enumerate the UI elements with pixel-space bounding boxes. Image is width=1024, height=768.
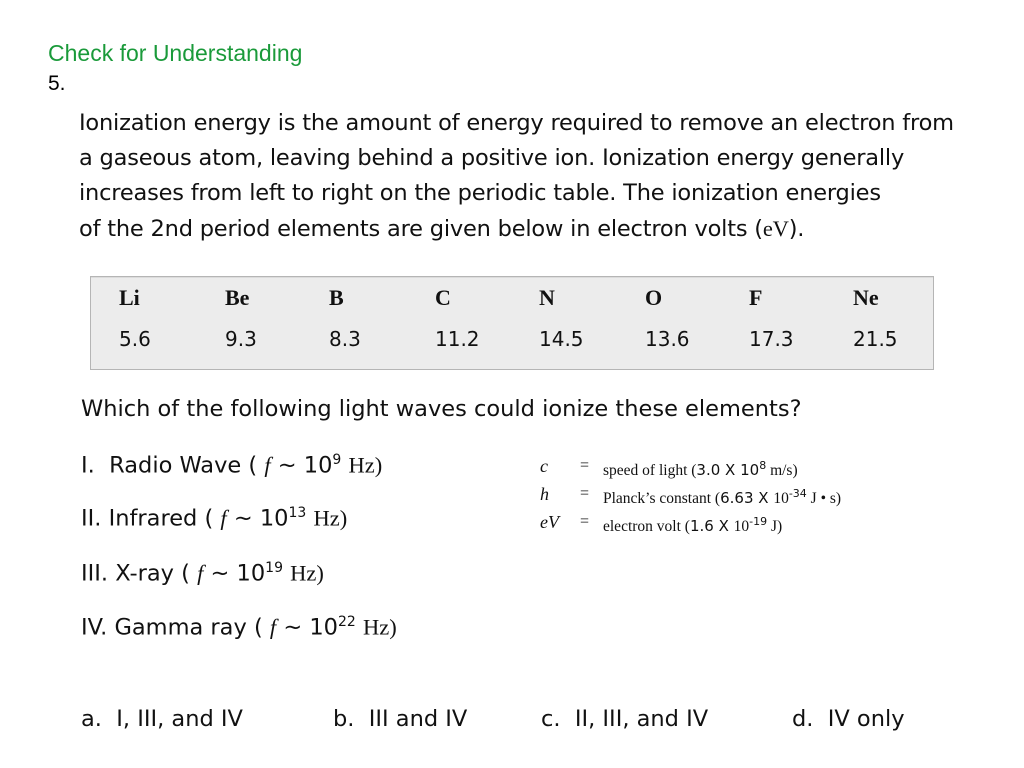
tilde: ~ [283,614,303,641]
answer-text: III and IV [368,706,468,732]
answer-text: IV only [827,706,905,732]
tilde: ~ [233,505,253,532]
equals-sign: = [580,457,590,474]
power-exponent: 19 [265,560,283,576]
option-row [81,505,347,532]
tilde: ~ [210,560,230,587]
unit-hz: Hz) [313,505,348,531]
frequency-symbol: f [264,452,271,478]
constant-base: 10 [773,490,789,508]
unit-hz: Hz) [348,452,383,478]
question-number: 5. [48,72,66,95]
intro-line-end: ). [788,216,805,242]
question-prompt: Which of the following light waves could ionize these elements? [81,396,802,422]
unit-ev: eV [762,216,789,241]
answer-choice-c[interactable] [541,706,708,732]
energy-cell: 8.3 [329,327,361,351]
equals-sign: = [580,513,590,530]
power-exponent: 13 [288,505,307,521]
constant-label: speed of light ( [603,462,697,480]
constant-unit: J • s) [806,490,842,508]
answer-text: II, III, and IV [574,706,709,732]
intro-line-text: of the 2nd period elements are given below in electron volts ( [79,216,763,242]
option-name: Gamma ray ( [114,614,263,641]
power-base: 10 [259,505,289,532]
energy-cell: 9.3 [225,327,257,351]
power-base: 10 [303,452,333,479]
intro-line: increases from left to right on the periodic table. The ionization energies [79,180,881,206]
option-row [81,614,397,641]
constant-value: 3.0 X 10 [696,461,760,480]
intro-line: a gaseous atom, leaving behind a positive ion. Ionization energy generally [79,145,905,171]
constant-description [603,508,782,541]
power-exponent: 22 [337,614,356,630]
energy-cell: 13.6 [645,327,690,351]
energy-cell: 14.5 [539,327,584,351]
constant-exponent: -19 [749,515,768,528]
option-name: Infrared ( [108,505,214,532]
unit-hz: Hz) [362,614,397,640]
constant-label: Planck’s constant ( [603,490,721,508]
frequency-symbol: f [269,614,277,640]
answer-letter: a. [81,706,102,732]
energy-cell: 17.3 [749,327,794,351]
constant-symbol: c [540,456,548,476]
constant-value: 6.63 X [720,489,774,508]
constant-exponent: 8 [759,459,767,472]
answer-choice-d[interactable] [792,706,905,732]
constant-base: 10 [733,518,750,536]
tilde: ~ [277,452,297,479]
equals-sign: = [580,485,590,502]
element-cell: B [329,285,344,310]
energy-cell: 11.2 [435,327,480,351]
intro-paragraph [79,106,979,247]
constant-symbol: h [540,484,549,504]
answer-choice-b[interactable] [333,706,467,732]
option-label: IV. [81,614,108,641]
option-row [81,452,382,479]
element-cell: Li [119,285,140,310]
power-base: 10 [309,614,338,641]
option-label: II. [81,505,102,532]
slide-title: Check for Understanding [48,40,303,66]
answer-text: I, III, and IV [116,706,243,732]
option-label: III. [81,560,109,587]
power-base: 10 [236,560,266,587]
answer-letter: b. [333,706,355,732]
energy-cell: 5.6 [119,327,151,351]
constant-unit: m/s) [766,462,798,480]
answer-letter: d. [792,706,814,732]
constant-symbol: eV [540,512,559,532]
element-cell: O [645,285,663,310]
constant-label: electron volt ( [603,518,690,536]
element-cell: Be [225,285,250,310]
frequency-symbol: f [197,560,204,586]
power-exponent: 9 [332,452,342,468]
option-name: X-ray ( [115,560,190,587]
energy-cell: 21.5 [853,327,898,351]
option-label: I. [81,452,95,479]
answer-letter: c. [541,706,561,732]
element-cell: C [435,285,451,310]
constant-unit: J) [767,518,783,536]
option-row [81,560,324,587]
answer-choice-a[interactable] [81,706,243,732]
element-cell: Ne [853,285,879,310]
frequency-symbol: f [220,505,227,531]
element-cell: N [539,285,555,310]
intro-line-last [79,211,979,247]
constant-value: 1.6 X [689,517,734,536]
ionization-energy-table [90,276,934,370]
constant-exponent: -34 [788,487,807,500]
option-name: Radio Wave ( [109,452,258,479]
element-cell: F [749,285,763,310]
intro-line: Ionization energy is the amount of energy required to remove an electron from [79,110,954,136]
unit-hz: Hz) [290,560,324,586]
